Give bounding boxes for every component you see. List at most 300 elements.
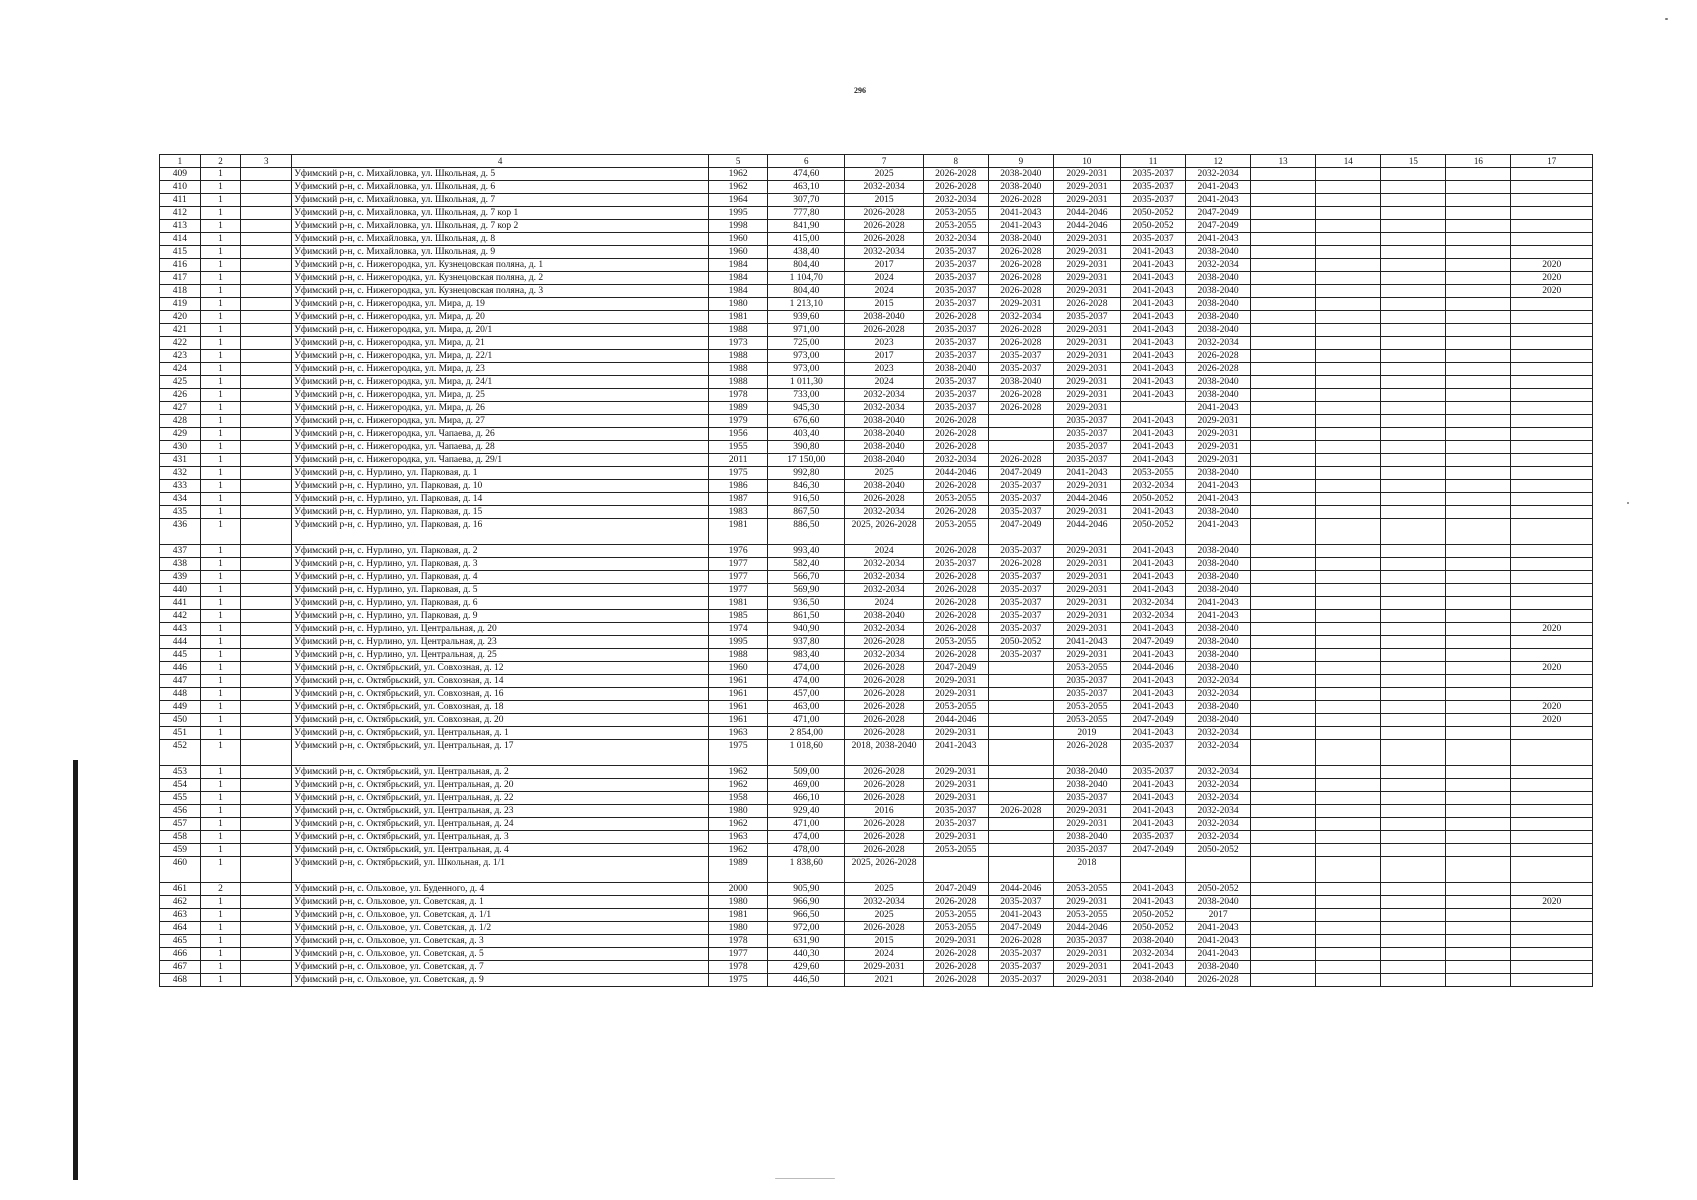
table-row bbox=[160, 844, 1593, 857]
year-built-cell: 1984 bbox=[709, 272, 768, 285]
row-number-cell: 458 bbox=[160, 831, 201, 844]
col-14-cell bbox=[1316, 441, 1381, 454]
col-3-cell bbox=[241, 389, 292, 402]
column-number-11: 11 bbox=[1120, 155, 1185, 168]
col-12-cell: 2041-2043 bbox=[1186, 194, 1251, 207]
col-14-cell bbox=[1316, 376, 1381, 389]
address-cell: Уфимский р-н, с. Нижегородка, ул. Кузнецовская поляна, д. 3 bbox=[292, 285, 709, 298]
col-8-cell: 2029-2031 bbox=[923, 727, 988, 740]
address-cell: Уфимский р-н, с. Ольховое, ул. Советская, д. 1/1 bbox=[292, 909, 709, 922]
table-row bbox=[160, 428, 1593, 441]
col-12-cell: 2032-2034 bbox=[1186, 675, 1251, 688]
row-number-cell: 461 bbox=[160, 883, 201, 896]
row-number-cell: 410 bbox=[160, 181, 201, 194]
col-9-cell: 2035-2037 bbox=[988, 597, 1053, 610]
col-15-cell bbox=[1381, 480, 1446, 493]
col-3-cell bbox=[241, 350, 292, 363]
column-number-3: 3 bbox=[241, 155, 292, 168]
col-9-cell: 2038-2040 bbox=[988, 376, 1053, 389]
col-16-cell bbox=[1446, 441, 1511, 454]
col-12-cell: 2032-2034 bbox=[1186, 259, 1251, 272]
col-9-cell bbox=[988, 428, 1053, 441]
col-2-cell: 1 bbox=[200, 610, 241, 623]
col-12-cell: 2038-2040 bbox=[1186, 714, 1251, 727]
area-cell: 725,00 bbox=[768, 337, 845, 350]
address-cell: Уфимский р-н, с. Октябрьский, ул. Центральная, д. 24 bbox=[292, 818, 709, 831]
col-7-cell: 2026-2028 bbox=[845, 636, 923, 649]
col-12-cell: 2032-2034 bbox=[1186, 766, 1251, 779]
col-9-cell: 2044-2046 bbox=[988, 883, 1053, 896]
col-9-cell bbox=[988, 688, 1053, 701]
area-cell: 846,30 bbox=[768, 480, 845, 493]
year-built-cell: 1995 bbox=[709, 207, 768, 220]
col-3-cell bbox=[241, 207, 292, 220]
col-14-cell bbox=[1316, 636, 1381, 649]
col-14-cell bbox=[1316, 597, 1381, 610]
col-13-cell bbox=[1251, 389, 1316, 402]
address-cell: Уфимский р-н, с. Нурлино, ул. Парковая, д. 9 bbox=[292, 610, 709, 623]
col-13-cell bbox=[1251, 311, 1316, 324]
year-built-cell: 1973 bbox=[709, 337, 768, 350]
col-7-cell: 2024 bbox=[845, 272, 923, 285]
table-row bbox=[160, 441, 1593, 454]
col-3-cell bbox=[241, 883, 292, 896]
col-17-cell bbox=[1511, 220, 1593, 233]
scan-speck bbox=[1627, 502, 1629, 504]
col-14-cell bbox=[1316, 649, 1381, 662]
area-cell: 945,30 bbox=[768, 402, 845, 415]
table-row bbox=[160, 571, 1593, 584]
column-number-13: 13 bbox=[1251, 155, 1316, 168]
col-2-cell: 1 bbox=[200, 285, 241, 298]
col-7-cell: 2038-2040 bbox=[845, 415, 923, 428]
col-7-cell: 2032-2034 bbox=[845, 402, 923, 415]
col-15-cell bbox=[1381, 597, 1446, 610]
col-9-cell: 2038-2040 bbox=[988, 233, 1053, 246]
col-15-cell bbox=[1381, 584, 1446, 597]
col-17-cell: 2020 bbox=[1511, 623, 1593, 636]
address-cell: Уфимский р-н, с. Ольховое, ул. Буденного, д. 4 bbox=[292, 883, 709, 896]
housing-register-table bbox=[159, 154, 1593, 987]
col-7-cell: 2015 bbox=[845, 935, 923, 948]
col-11-cell: 2038-2040 bbox=[1120, 974, 1185, 987]
row-number-cell: 413 bbox=[160, 220, 201, 233]
col-10-cell: 2029-2031 bbox=[1053, 649, 1120, 662]
address-cell: Уфимский р-н, с. Михайловка, ул. Школьная, д. 8 bbox=[292, 233, 709, 246]
col-17-cell bbox=[1511, 493, 1593, 506]
col-14-cell bbox=[1316, 688, 1381, 701]
area-cell: 440,30 bbox=[768, 948, 845, 961]
col-12-cell: 2041-2043 bbox=[1186, 597, 1251, 610]
col-13-cell bbox=[1251, 298, 1316, 311]
col-14-cell bbox=[1316, 480, 1381, 493]
col-16-cell bbox=[1446, 259, 1511, 272]
col-13-cell bbox=[1251, 350, 1316, 363]
col-8-cell: 2026-2028 bbox=[923, 623, 988, 636]
col-12-cell: 2038-2040 bbox=[1186, 298, 1251, 311]
col-7-cell: 2025, 2026-2028 bbox=[845, 857, 923, 883]
col-14-cell bbox=[1316, 922, 1381, 935]
table-row bbox=[160, 922, 1593, 935]
col-8-cell: 2038-2040 bbox=[923, 363, 988, 376]
col-17-cell bbox=[1511, 922, 1593, 935]
year-built-cell: 1977 bbox=[709, 584, 768, 597]
address-cell: Уфимский р-н, с. Октябрьский, ул. Центральная, д. 17 bbox=[292, 740, 709, 766]
col-8-cell: 2029-2031 bbox=[923, 766, 988, 779]
col-2-cell: 1 bbox=[200, 740, 241, 766]
col-17-cell bbox=[1511, 454, 1593, 467]
col-3-cell bbox=[241, 246, 292, 259]
table-row bbox=[160, 272, 1593, 285]
col-11-cell: 2035-2037 bbox=[1120, 181, 1185, 194]
col-3-cell bbox=[241, 454, 292, 467]
col-7-cell: 2032-2034 bbox=[845, 896, 923, 909]
year-built-cell: 1981 bbox=[709, 519, 768, 545]
table-row bbox=[160, 311, 1593, 324]
col-12-cell: 2050-2052 bbox=[1186, 844, 1251, 857]
year-built-cell: 1963 bbox=[709, 831, 768, 844]
area-cell: 939,60 bbox=[768, 311, 845, 324]
col-8-cell: 2029-2031 bbox=[923, 675, 988, 688]
col-15-cell bbox=[1381, 922, 1446, 935]
col-10-cell: 2044-2046 bbox=[1053, 220, 1120, 233]
col-12-cell: 2032-2034 bbox=[1186, 831, 1251, 844]
col-9-cell: 2026-2028 bbox=[988, 194, 1053, 207]
col-9-cell bbox=[988, 818, 1053, 831]
row-number-cell: 450 bbox=[160, 714, 201, 727]
col-2-cell: 1 bbox=[200, 207, 241, 220]
col-16-cell bbox=[1446, 948, 1511, 961]
col-15-cell bbox=[1381, 389, 1446, 402]
col-3-cell bbox=[241, 376, 292, 389]
col-13-cell bbox=[1251, 168, 1316, 181]
col-3-cell bbox=[241, 701, 292, 714]
row-number-cell: 434 bbox=[160, 493, 201, 506]
col-11-cell: 2041-2043 bbox=[1120, 285, 1185, 298]
col-3-cell bbox=[241, 896, 292, 909]
row-number-cell: 423 bbox=[160, 350, 201, 363]
col-10-cell: 2029-2031 bbox=[1053, 285, 1120, 298]
col-15-cell bbox=[1381, 792, 1446, 805]
address-cell: Уфимский р-н, с. Ольховое, ул. Советская, д. 1 bbox=[292, 896, 709, 909]
col-17-cell: 2020 bbox=[1511, 896, 1593, 909]
col-15-cell bbox=[1381, 961, 1446, 974]
col-17-cell bbox=[1511, 948, 1593, 961]
year-built-cell: 1988 bbox=[709, 324, 768, 337]
row-number-cell: 451 bbox=[160, 727, 201, 740]
col-8-cell: 2026-2028 bbox=[923, 480, 988, 493]
area-cell: 676,60 bbox=[768, 415, 845, 428]
row-number-cell: 411 bbox=[160, 194, 201, 207]
col-16-cell bbox=[1446, 766, 1511, 779]
col-15-cell bbox=[1381, 857, 1446, 883]
col-14-cell bbox=[1316, 454, 1381, 467]
col-7-cell: 2038-2040 bbox=[845, 480, 923, 493]
col-9-cell: 2026-2028 bbox=[988, 246, 1053, 259]
col-3-cell bbox=[241, 493, 292, 506]
col-15-cell bbox=[1381, 363, 1446, 376]
col-11-cell: 2050-2052 bbox=[1120, 207, 1185, 220]
col-8-cell: 2035-2037 bbox=[923, 350, 988, 363]
address-cell: Уфимский р-н, с. Нижегородка, ул. Мира, д. 22/1 bbox=[292, 350, 709, 363]
area-cell: 966,90 bbox=[768, 896, 845, 909]
area-cell: 474,60 bbox=[768, 168, 845, 181]
col-7-cell: 2032-2034 bbox=[845, 623, 923, 636]
col-12-cell: 2047-2049 bbox=[1186, 207, 1251, 220]
col-10-cell: 2053-2055 bbox=[1053, 701, 1120, 714]
col-12-cell: 2038-2040 bbox=[1186, 389, 1251, 402]
area-cell: 841,90 bbox=[768, 220, 845, 233]
address-cell: Уфимский р-н, с. Нурлино, ул. Парковая, д. 1 bbox=[292, 467, 709, 480]
col-13-cell bbox=[1251, 805, 1316, 818]
col-16-cell bbox=[1446, 519, 1511, 545]
address-cell: Уфимский р-н, с. Нижегородка, ул. Чапаева, д. 29/1 bbox=[292, 454, 709, 467]
area-cell: 582,40 bbox=[768, 558, 845, 571]
table-row bbox=[160, 792, 1593, 805]
address-cell: Уфимский р-н, с. Нижегородка, ул. Мира, д. 23 bbox=[292, 363, 709, 376]
col-9-cell: 2026-2028 bbox=[988, 389, 1053, 402]
row-number-cell: 415 bbox=[160, 246, 201, 259]
col-10-cell: 2035-2037 bbox=[1053, 675, 1120, 688]
col-3-cell bbox=[241, 688, 292, 701]
col-13-cell bbox=[1251, 402, 1316, 415]
col-13-cell bbox=[1251, 636, 1316, 649]
col-10-cell: 2018 bbox=[1053, 857, 1120, 883]
col-7-cell: 2021 bbox=[845, 974, 923, 987]
col-8-cell: 2026-2028 bbox=[923, 545, 988, 558]
area-cell: 429,60 bbox=[768, 961, 845, 974]
row-number-cell: 441 bbox=[160, 597, 201, 610]
col-16-cell bbox=[1446, 311, 1511, 324]
col-2-cell: 1 bbox=[200, 948, 241, 961]
col-14-cell bbox=[1316, 558, 1381, 571]
col-7-cell: 2038-2040 bbox=[845, 610, 923, 623]
row-number-cell: 425 bbox=[160, 376, 201, 389]
address-cell: Уфимский р-н, с. Нижегородка, ул. Чапаева, д. 28 bbox=[292, 441, 709, 454]
col-10-cell: 2038-2040 bbox=[1053, 779, 1120, 792]
col-10-cell: 2029-2031 bbox=[1053, 597, 1120, 610]
col-8-cell: 2026-2028 bbox=[923, 428, 988, 441]
col-15-cell bbox=[1381, 467, 1446, 480]
year-built-cell: 2000 bbox=[709, 883, 768, 896]
year-built-cell: 1962 bbox=[709, 779, 768, 792]
col-13-cell bbox=[1251, 714, 1316, 727]
table-row bbox=[160, 246, 1593, 259]
year-built-cell: 1980 bbox=[709, 922, 768, 935]
col-10-cell: 2035-2037 bbox=[1053, 935, 1120, 948]
area-cell: 905,90 bbox=[768, 883, 845, 896]
col-14-cell bbox=[1316, 350, 1381, 363]
col-8-cell: 2053-2055 bbox=[923, 701, 988, 714]
col-7-cell: 2023 bbox=[845, 337, 923, 350]
table-row bbox=[160, 493, 1593, 506]
col-2-cell: 1 bbox=[200, 922, 241, 935]
col-13-cell bbox=[1251, 467, 1316, 480]
col-2-cell: 1 bbox=[200, 298, 241, 311]
col-3-cell bbox=[241, 727, 292, 740]
year-built-cell: 1960 bbox=[709, 246, 768, 259]
col-17-cell bbox=[1511, 207, 1593, 220]
col-16-cell bbox=[1446, 480, 1511, 493]
table-row bbox=[160, 610, 1593, 623]
col-11-cell: 2032-2034 bbox=[1120, 597, 1185, 610]
row-number-cell: 444 bbox=[160, 636, 201, 649]
col-12-cell: 2026-2028 bbox=[1186, 350, 1251, 363]
col-17-cell bbox=[1511, 467, 1593, 480]
col-2-cell: 1 bbox=[200, 467, 241, 480]
col-17-cell bbox=[1511, 883, 1593, 896]
col-17-cell bbox=[1511, 324, 1593, 337]
year-built-cell: 1989 bbox=[709, 402, 768, 415]
col-10-cell: 2035-2037 bbox=[1053, 844, 1120, 857]
col-14-cell bbox=[1316, 857, 1381, 883]
col-17-cell bbox=[1511, 402, 1593, 415]
col-2-cell: 1 bbox=[200, 909, 241, 922]
col-16-cell bbox=[1446, 233, 1511, 246]
col-8-cell: 2035-2037 bbox=[923, 337, 988, 350]
col-12-cell: 2038-2040 bbox=[1186, 376, 1251, 389]
col-11-cell: 2041-2043 bbox=[1120, 818, 1185, 831]
col-17-cell bbox=[1511, 389, 1593, 402]
address-cell: Уфимский р-н, с. Ольховое, ул. Советская, д. 1/2 bbox=[292, 922, 709, 935]
col-13-cell bbox=[1251, 818, 1316, 831]
col-13-cell bbox=[1251, 740, 1316, 766]
col-9-cell: 2047-2049 bbox=[988, 922, 1053, 935]
col-3-cell bbox=[241, 402, 292, 415]
col-15-cell bbox=[1381, 415, 1446, 428]
col-10-cell: 2053-2055 bbox=[1053, 909, 1120, 922]
col-10-cell: 2029-2031 bbox=[1053, 337, 1120, 350]
col-13-cell bbox=[1251, 194, 1316, 207]
year-built-cell: 1988 bbox=[709, 376, 768, 389]
year-built-cell: 1977 bbox=[709, 948, 768, 961]
col-9-cell: 2026-2028 bbox=[988, 324, 1053, 337]
col-13-cell bbox=[1251, 662, 1316, 675]
col-9-cell: 2026-2028 bbox=[988, 805, 1053, 818]
col-16-cell bbox=[1446, 818, 1511, 831]
col-3-cell bbox=[241, 792, 292, 805]
col-11-cell: 2041-2043 bbox=[1120, 961, 1185, 974]
col-17-cell bbox=[1511, 818, 1593, 831]
col-15-cell bbox=[1381, 844, 1446, 857]
col-8-cell: 2032-2034 bbox=[923, 194, 988, 207]
col-15-cell bbox=[1381, 545, 1446, 558]
col-10-cell: 2029-2031 bbox=[1053, 805, 1120, 818]
area-cell: 983,40 bbox=[768, 649, 845, 662]
table-row bbox=[160, 181, 1593, 194]
col-3-cell bbox=[241, 337, 292, 350]
col-11-cell: 2050-2052 bbox=[1120, 519, 1185, 545]
col-14-cell bbox=[1316, 584, 1381, 597]
col-17-cell bbox=[1511, 350, 1593, 363]
col-11-cell: 2041-2043 bbox=[1120, 259, 1185, 272]
col-10-cell: 2029-2031 bbox=[1053, 948, 1120, 961]
area-cell: 474,00 bbox=[768, 675, 845, 688]
row-number-cell: 414 bbox=[160, 233, 201, 246]
col-16-cell bbox=[1446, 779, 1511, 792]
col-9-cell: 2050-2052 bbox=[988, 636, 1053, 649]
year-built-cell: 1963 bbox=[709, 727, 768, 740]
area-cell: 509,00 bbox=[768, 766, 845, 779]
row-number-cell: 465 bbox=[160, 935, 201, 948]
col-14-cell bbox=[1316, 792, 1381, 805]
col-14-cell bbox=[1316, 194, 1381, 207]
col-2-cell: 1 bbox=[200, 675, 241, 688]
col-17-cell bbox=[1511, 844, 1593, 857]
col-8-cell: 2035-2037 bbox=[923, 376, 988, 389]
col-10-cell: 2035-2037 bbox=[1053, 428, 1120, 441]
col-9-cell: 2041-2043 bbox=[988, 220, 1053, 233]
col-14-cell bbox=[1316, 168, 1381, 181]
col-12-cell: 2026-2028 bbox=[1186, 363, 1251, 376]
table-row bbox=[160, 324, 1593, 337]
col-11-cell: 2041-2043 bbox=[1120, 727, 1185, 740]
col-14-cell bbox=[1316, 818, 1381, 831]
col-7-cell: 2026-2028 bbox=[845, 792, 923, 805]
col-3-cell bbox=[241, 363, 292, 376]
col-15-cell bbox=[1381, 493, 1446, 506]
year-built-cell: 1961 bbox=[709, 688, 768, 701]
col-13-cell bbox=[1251, 428, 1316, 441]
col-3-cell bbox=[241, 623, 292, 636]
col-12-cell: 2038-2040 bbox=[1186, 272, 1251, 285]
col-8-cell: 2041-2043 bbox=[923, 740, 988, 766]
column-number-2: 2 bbox=[200, 155, 241, 168]
col-2-cell: 1 bbox=[200, 896, 241, 909]
year-built-cell: 1975 bbox=[709, 467, 768, 480]
col-10-cell: 2029-2031 bbox=[1053, 246, 1120, 259]
area-cell: 972,00 bbox=[768, 922, 845, 935]
col-8-cell: 2026-2028 bbox=[923, 961, 988, 974]
area-cell: 446,50 bbox=[768, 974, 845, 987]
col-12-cell: 2041-2043 bbox=[1186, 948, 1251, 961]
col-9-cell bbox=[988, 714, 1053, 727]
col-9-cell bbox=[988, 415, 1053, 428]
year-built-cell: 1962 bbox=[709, 818, 768, 831]
address-cell: Уфимский р-н, с. Михайловка, ул. Школьная, д. 7 кор 1 bbox=[292, 207, 709, 220]
year-built-cell: 1977 bbox=[709, 558, 768, 571]
col-10-cell: 2029-2031 bbox=[1053, 974, 1120, 987]
col-11-cell: 2041-2043 bbox=[1120, 571, 1185, 584]
col-16-cell bbox=[1446, 324, 1511, 337]
row-number-cell: 424 bbox=[160, 363, 201, 376]
row-number-cell: 440 bbox=[160, 584, 201, 597]
col-8-cell: 2026-2028 bbox=[923, 311, 988, 324]
col-14-cell bbox=[1316, 883, 1381, 896]
col-17-cell bbox=[1511, 857, 1593, 883]
table-row bbox=[160, 688, 1593, 701]
col-12-cell: 2041-2043 bbox=[1186, 493, 1251, 506]
area-cell: 861,50 bbox=[768, 610, 845, 623]
row-number-cell: 443 bbox=[160, 623, 201, 636]
col-13-cell bbox=[1251, 792, 1316, 805]
col-14-cell bbox=[1316, 324, 1381, 337]
col-12-cell: 2038-2040 bbox=[1186, 961, 1251, 974]
col-9-cell: 2035-2037 bbox=[988, 974, 1053, 987]
year-built-cell: 1984 bbox=[709, 259, 768, 272]
col-17-cell bbox=[1511, 935, 1593, 948]
address-cell: Уфимский р-н, с. Нижегородка, ул. Мира, д. 20/1 bbox=[292, 324, 709, 337]
col-13-cell bbox=[1251, 363, 1316, 376]
col-14-cell bbox=[1316, 233, 1381, 246]
col-15-cell bbox=[1381, 285, 1446, 298]
area-cell: 929,40 bbox=[768, 805, 845, 818]
col-16-cell bbox=[1446, 428, 1511, 441]
col-17-cell bbox=[1511, 480, 1593, 493]
col-12-cell: 2032-2034 bbox=[1186, 818, 1251, 831]
table-row bbox=[160, 389, 1593, 402]
col-8-cell: 2047-2049 bbox=[923, 883, 988, 896]
